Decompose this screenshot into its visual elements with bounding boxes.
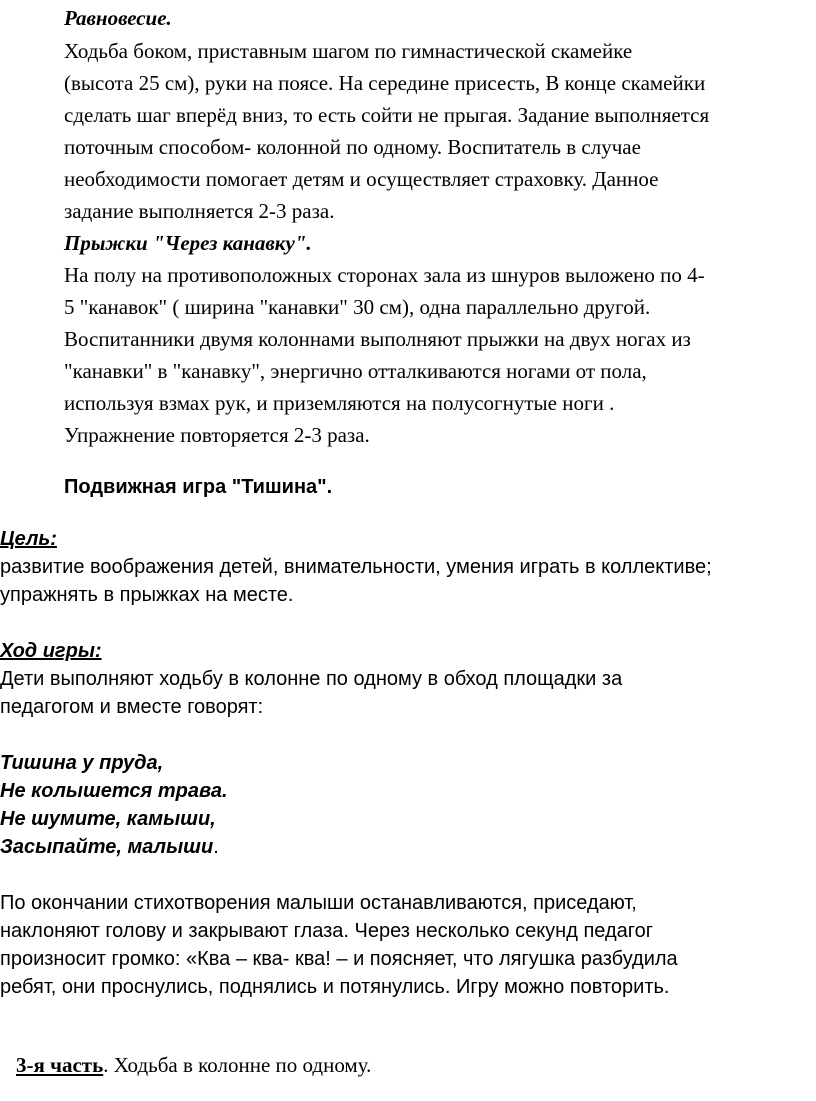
poem-last-line bbox=[0, 833, 219, 861]
paragraph-line: Ходьба боком, приставным шагом по гимнастической скамейке bbox=[64, 39, 633, 63]
game-title: Подвижная игра "Тишина". bbox=[64, 476, 333, 498]
poem-line: Не шумите, камыши, bbox=[0, 808, 216, 830]
paragraph-line: задание выполняется 2-3 раза. bbox=[64, 199, 335, 223]
paragraph-line: (высота 25 см), руки на поясе. На середине присесть, В конце скамейки bbox=[64, 71, 706, 95]
paragraph-line: поточным способом- колонной по одному. Воспитатель в случае bbox=[64, 135, 641, 159]
heading-jumps: Прыжки "Через канавку". bbox=[64, 231, 312, 255]
progress-line: педагогом и вместе говорят: bbox=[0, 696, 264, 718]
progress-label: Ход игры: bbox=[0, 640, 102, 662]
paragraph-line: "канавки" в "канавку", энергично отталкиваются ногами от пола, bbox=[64, 359, 647, 383]
progress-line: Дети выполняют ходьбу в колонне по одному в обход площадки за bbox=[0, 668, 623, 690]
ending-line: наклоняют голову и закрывают глаза. Через несколько секунд педагог bbox=[0, 920, 654, 942]
poem-line: Засыпайте, малыши bbox=[0, 836, 214, 858]
part3-text: . Ходьба в колонне по одному. bbox=[103, 1053, 372, 1077]
paragraph-line: На полу на противоположных сторонах зала из шнуров выложено по 4- bbox=[64, 263, 705, 287]
part3-label: 3-я часть bbox=[16, 1053, 104, 1077]
poem-line: Тишина у пруда, bbox=[0, 752, 164, 774]
goal-line: упражнять в прыжках на месте. bbox=[0, 584, 294, 606]
goal-line: развитие воображения детей, внимательности, умения играть в коллективе; bbox=[0, 556, 712, 578]
paragraph-line: необходимости помогает детям и осуществляет страховку. Данное bbox=[64, 167, 659, 191]
paragraph-line: 5 "канавок" ( ширина "канавки" 30 см), одна параллельно другой. bbox=[64, 295, 651, 319]
poem-line: Не колышется трава. bbox=[0, 780, 228, 802]
heading-balance: Равновесие. bbox=[64, 6, 172, 30]
paragraph-line: сделать шаг вперёд вниз, то есть сойти не прыгая. Задание выполняется bbox=[64, 103, 710, 127]
paragraph-line: Воспитанники двумя колоннами выполняют прыжки на двух ногах из bbox=[64, 327, 691, 351]
ending-line: произносит громко: «Ква – ква- ква! – и поясняет, что лягушка разбудила bbox=[0, 948, 678, 970]
goal-label: Цель: bbox=[0, 528, 57, 550]
ending-line: ребят, они проснулись, поднялись и потянулись. Игру можно повторить. bbox=[0, 976, 670, 998]
paragraph-line: Упражнение повторяется 2-3 раза. bbox=[64, 423, 370, 447]
part3-line bbox=[16, 1051, 371, 1079]
poem-end-period: . bbox=[213, 836, 219, 858]
paragraph-line: используя взмах рук, и приземляются на полусогнутые ноги . bbox=[64, 391, 615, 415]
ending-line: По окончании стихотворения малыши останавливаются, приседают, bbox=[0, 892, 637, 914]
